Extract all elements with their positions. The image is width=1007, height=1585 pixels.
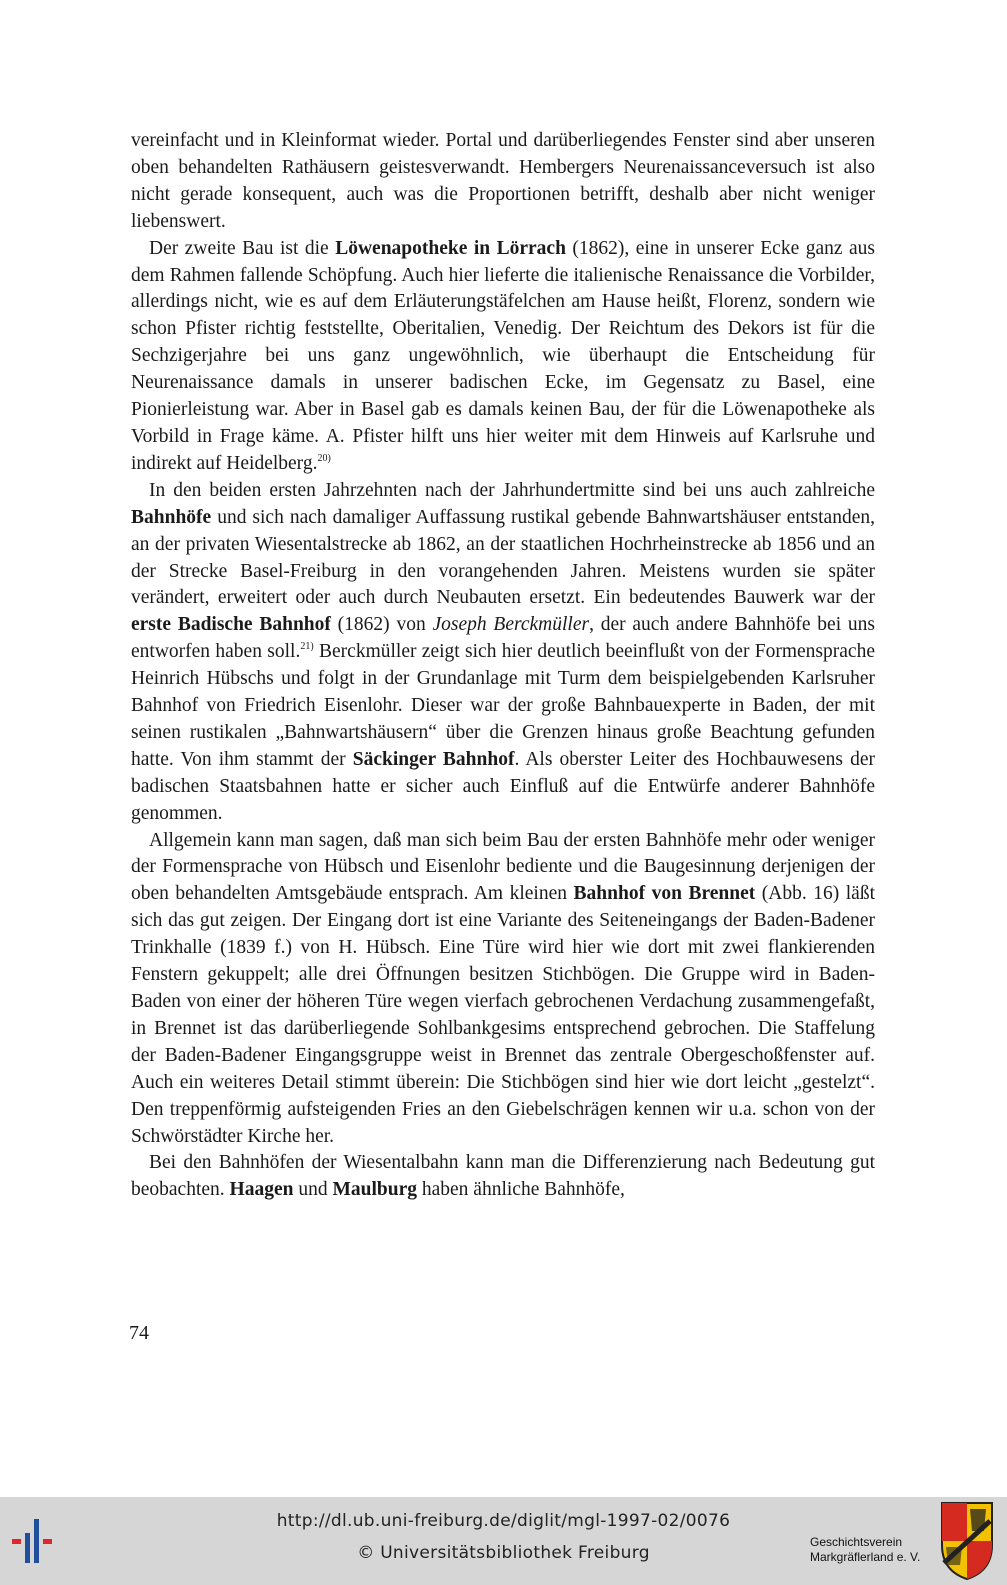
paragraph-3-bold-badischer-bahnhof: erste Badische Bahnhof	[131, 614, 331, 636]
footer-bar	[0, 1497, 1007, 1585]
footer-copyright: © Universitätsbibliothek Freiburg	[357, 1543, 650, 1563]
footer-society-line2: Markgräflerland e. V.	[810, 1550, 921, 1564]
paragraph-3-bold-saeckinger-bahnhof: Säckinger Bahnhof	[352, 748, 515, 770]
page-body	[131, 128, 875, 1204]
paragraph-1-text: vereinfacht und in Kleinformat wieder. Portal und darüberliegendes Fenster sind aber unseren oben behandelten Rathäusern geistesverwandt. Hembergers Neurenaissanceversuch ist also nicht gerade konsequent, auch was die Proportionen betrifft, deshalb aber nicht weniger liebenswert.	[131, 130, 875, 232]
paragraph-1	[131, 128, 875, 236]
paragraph-3-text-h: Berckmüller zeigt sich hier deutlich beeinflußt von der Formensprache Heinrich Hübschs und folgt in der Grundanlage mit Turm dem beispielgebenden Karlsruher Bahnhof von Friedrich Eisenlohr. Dieser war der große Bahnbauexperte in Baden, der mit seinen rustikalen „Bahnwartshäusern“ über die Grenzen hinaus große Beachtung gefunden hatte. Von ihm stammt der	[131, 641, 875, 770]
paragraph-3-text-c: und sich nach damaliger Auffassung rustikal gebende Bahnwartshäuser entstanden, an der privaten Wiesentalstrecke ab 1862, an der staatlichen Hochrheinstrecke ab 1856 und an der Strecke Basel-Freiburg in den vorangehenden Jahren. Meistens wurden sie später verändert, erweitert oder auch durch Neubauten ersetzt. Ein bedeutendes Bauwerk war der	[131, 506, 875, 609]
footnote-ref-21: 21)	[300, 641, 314, 653]
paragraph-4-text-a: Allgemein kann man sagen, daß man sich beim Bau der ersten Bahnhöfe mehr oder weniger der Formensprache von Hübsch und Eisenlohr bediente und die Baugesinnung derjenigen der oben behandelten Amtsgebäude entsprach. Am kleinen	[131, 829, 875, 905]
paragraph-3-text-e: (1862) von	[330, 614, 433, 636]
paragraph-5-bold-maulburg: Maulburg	[332, 1179, 417, 1201]
paragraph-2	[131, 236, 875, 478]
paragraph-3-bold-bahnhoefe: Bahnhöfe	[131, 506, 212, 528]
footnote-ref-20: 20)	[317, 452, 331, 464]
paragraph-5	[131, 1150, 875, 1204]
footer-url-link[interactable]: http://dl.ub.uni-freiburg.de/diglit/mgl-1997-02/0076	[276, 1511, 731, 1531]
paragraph-3-text-g: , der auch andere Bahnhöfe bei uns entworfen haben soll.	[131, 614, 875, 663]
paragraph-5-bold-haagen: Haagen	[229, 1179, 294, 1201]
paragraph-3-text-j: . Als oberster Leiter des Hochbauwesens der badischen Staatsbahnen hatte er sicher auch Einfluß auf die Entwürfe anderer Bahnhöfe genommen.	[131, 748, 875, 824]
footer-society-line1: Geschichtsverein	[810, 1535, 903, 1549]
paragraph-4-bold-bahnhof-brennet: Bahnhof von Brennet	[573, 883, 756, 905]
paragraph-4	[131, 828, 875, 1151]
paragraph-5-text-e: haben ähnliche Bahnhöfe,	[416, 1179, 625, 1201]
paragraph-2-bold-loewenapotheke: Löwenapotheke in Lörrach	[335, 237, 566, 259]
paragraph-2-text-c: (1862), eine in unserer Ecke ganz aus dem Rahmen fallende Schöpfung. Auch hier lieferte die italienische Renaissance die Vorbilder, allerdings nicht, wie es auf dem Erläuterungstäfelchen am Hause heißt, Florenz, sondern wie schon Pfister richtig feststellte, Oberitalien, Venedig. Der Reichtum des Dekors ist für die Sechzigerjahre bei uns ganz ungewöhnlich, wie überhaupt die Entscheidung für Neurenaissance damals in unserer badischen Ecke, im Gegensatz zu Basel, eine Pionierleistung war. Aber in Basel gab es damals keinen Bau, der für die Löwenapotheke als Vorbild in Frage käme. A. Pfister hilft uns hier weiter mit dem Hinweis auf Karlsruhe und indirekt auf Heidelberg.	[131, 237, 875, 474]
paragraph-2-text-a: Der zweite Bau ist die	[149, 237, 336, 259]
footer-society-name	[810, 1535, 920, 1565]
paragraph-3-text-a: In den beiden ersten Jahrzehnten nach der Jahrhundertmitte sind bei uns auch zahlreiche	[149, 479, 875, 501]
page-number: 74	[129, 1322, 149, 1344]
markgraeflerland-crest-icon	[940, 1501, 994, 1581]
paragraph-3	[131, 478, 875, 828]
paragraph-5-text-c: und	[293, 1179, 333, 1201]
paragraph-3-italic-berckmueller: Joseph Berckmüller	[432, 614, 590, 636]
paragraph-5-text-a: Bei den Bahnhöfen der Wiesentalbahn kann man die Differenzierung nach Bedeutung gut beobachten.	[131, 1152, 875, 1201]
paragraph-4-text-c: (Abb. 16) läßt sich das gut zeigen. Der Eingang dort ist eine Variante des Seiteneingangs der Baden-Badener Trinkhalle (1839 f.) von H. Hübsch. Eine Türe wird hier wie dort mit zwei flankierenden Fenstern gekuppelt; alle drei Öffnungen besitzen Stichbögen. Die Gruppe wird in Baden-Baden von einer der höheren Türe wegen vierfach gebrochenen Verdachung zusammengefaßt, in Brennet ist das darüberliegende Sohlbankgesims entsprechend gebrochen. Die Staffelung der Baden-Badener Eingangsgruppe weist in Brennet das zentrale Obergeschoßfenster auf. Auch ein weiteres Detail stimmt überein: Die Stichbögen sind hier wie dort leicht „gestelzt“. Den treppenförmig aufsteigenden Fries an den Giebelschrägen kennen wir u.a. schon von der Schwörstädter Kirche her.	[131, 883, 876, 1147]
